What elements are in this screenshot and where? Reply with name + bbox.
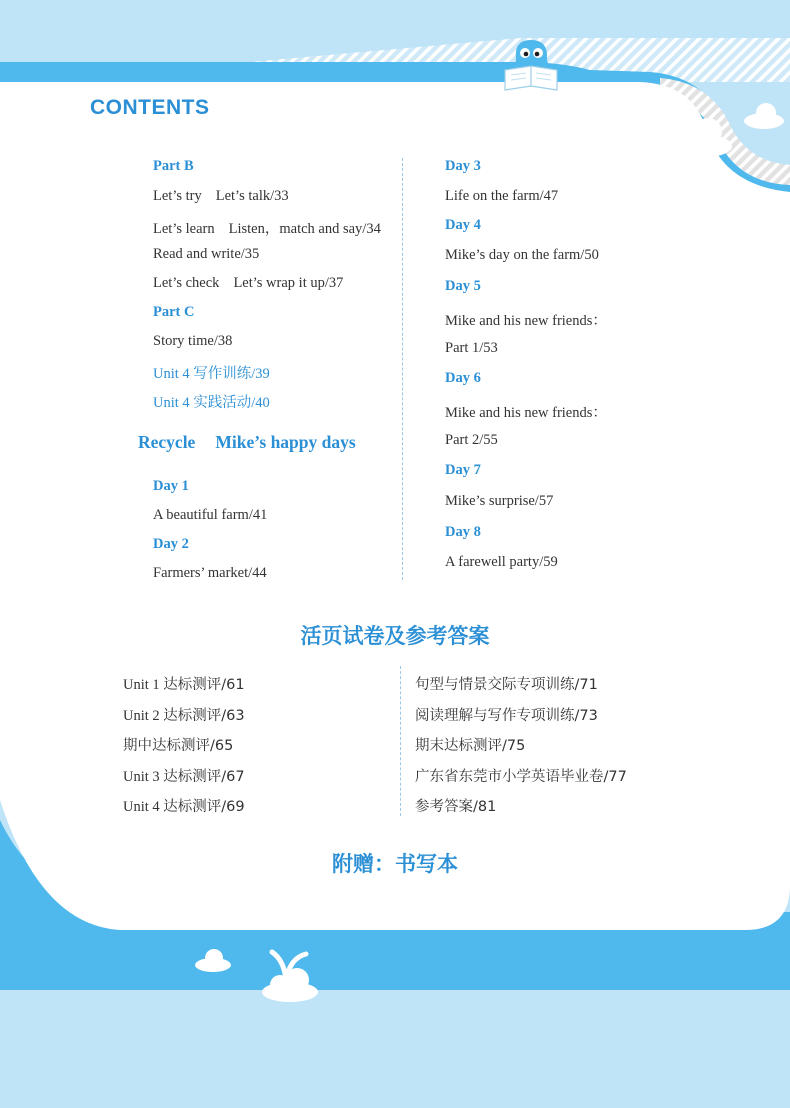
part-b-heading: Part B bbox=[153, 158, 194, 174]
test-entry: Unit 3 达标测评/67 bbox=[123, 769, 245, 785]
day-6-heading: Day 6 bbox=[445, 370, 481, 386]
toc-entry-practice: Unit 4 实践活动/40 bbox=[153, 395, 270, 411]
toc-entry: Mike and his new friends： bbox=[445, 313, 607, 329]
day-7-heading: Day 7 bbox=[445, 462, 481, 478]
column-divider bbox=[402, 158, 403, 580]
part-c-heading: Part C bbox=[153, 304, 195, 320]
test-entry: 广东省东莞市小学英语毕业卷/77 bbox=[415, 769, 627, 785]
toc-entry: Let’s learn Listen，match and say/34 bbox=[153, 221, 381, 237]
test-entry: 期中达标测评/65 bbox=[123, 738, 234, 754]
toc-entry: Part 2/55 bbox=[445, 432, 498, 448]
toc-entry: Story time/38 bbox=[153, 333, 233, 349]
toc-entry: Mike’s day on the farm/50 bbox=[445, 247, 599, 263]
tests-title: 活页试卷及参考答案 bbox=[300, 624, 490, 648]
test-entry: Unit 2 达标测评/63 bbox=[123, 708, 245, 724]
test-entry: 参考答案/81 bbox=[415, 799, 497, 815]
toc-entry: Mike’s surprise/57 bbox=[445, 493, 554, 509]
bonus-title: 附赠：书写本 bbox=[332, 852, 458, 876]
toc-entry: Part 1/53 bbox=[445, 340, 498, 356]
toc-entry: Read and write/35 bbox=[153, 246, 260, 262]
day-3-heading: Day 3 bbox=[445, 158, 481, 174]
test-entry: 期末达标测评/75 bbox=[415, 738, 526, 754]
toc-entry: A beautiful farm/41 bbox=[153, 507, 268, 523]
toc-entry: Mike and his new friends： bbox=[445, 405, 607, 421]
contents-heading: CONTENTS bbox=[90, 96, 210, 119]
test-entry: 阅读理解与写作专项训练/73 bbox=[415, 708, 598, 724]
toc-entry: Let’s check Let’s wrap it up/37 bbox=[153, 275, 344, 291]
day-8-heading: Day 8 bbox=[445, 524, 481, 540]
day-5-heading: Day 5 bbox=[445, 278, 481, 294]
day-4-heading: Day 4 bbox=[445, 217, 481, 233]
toc-entry: Farmers’ market/44 bbox=[153, 565, 267, 581]
test-entry: Unit 1 达标测评/61 bbox=[123, 677, 245, 693]
toc-entry-writing: Unit 4 写作训练/39 bbox=[153, 366, 270, 382]
tests-column-divider bbox=[400, 666, 401, 816]
toc-entry: Let’s try Let’s talk/33 bbox=[153, 188, 289, 204]
toc-entry: A farewell party/59 bbox=[445, 554, 558, 570]
test-entry: 句型与情景交际专项训练/71 bbox=[415, 677, 598, 693]
day-2-heading: Day 2 bbox=[153, 536, 189, 552]
recycle-heading: Recycle Mike’s happy days bbox=[138, 432, 356, 452]
day-1-heading: Day 1 bbox=[153, 478, 189, 494]
toc-entry: Life on the farm/47 bbox=[445, 188, 559, 204]
test-entry: Unit 4 达标测评/69 bbox=[123, 799, 245, 815]
